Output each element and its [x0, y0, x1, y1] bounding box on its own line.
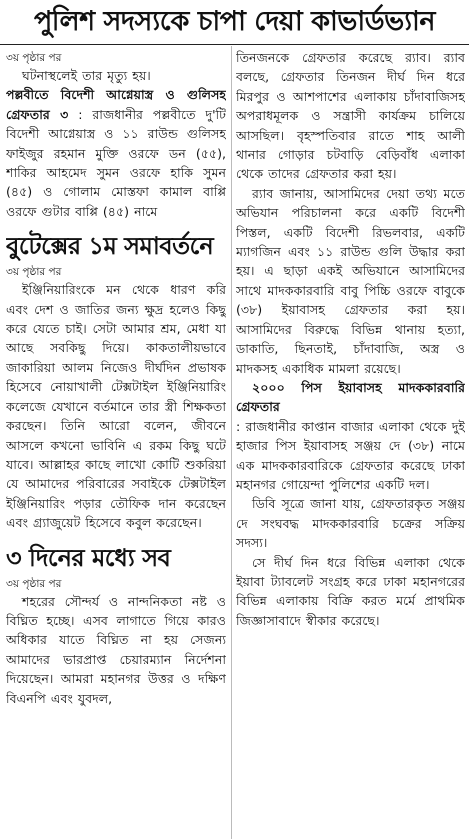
- right-paragraph: তিনজনকে গ্রেফতার করেছে র‍্যাব। র‍্যাব বলছে, গ্রেফতার তিনজন দীর্ঘ দিন ধরে মিরপুর ও আশপাশের এলাকায় চাঁদাবাজিসহ অপরাধমূলক ও সন্ত্রাসী কার্যক্রম চালিয়ে আসছিল। বৃহস্পতিবার রাতে শাহ আলী থানার গোড়ার চটবাড়ি বেড়িবাঁধ এলাকা থেকে তাদের গ্রেফতার করা হয়।: [236, 50, 465, 182]
- continued-note: ৩য় পৃষ্ঠার পর: [6, 577, 62, 590]
- right-subhead: ২০০০ পিস ইয়াবাসহ মাদককারবারি গ্রেফতার: [236, 379, 465, 415]
- page-headline: পুলিশ সদস্যকে চাপা দেয়া কাভার্ডভ্যান: [33, 6, 436, 37]
- continued-note: ৩য় পৃষ্ঠার পর: [6, 266, 62, 279]
- story2-headline: বুটেক্সের ১ম সমাবর্তনে: [6, 232, 214, 261]
- right-paragraph: : রাজধানীর কাপ্তান বাজার এলাকা থেকে দুই হাজার পিস ইয়াবাসহ সঞ্জয় দে (৩৮) নামে এক মাদককারবারিকে গ্রেফতার করেছে ঢাকা মহানগর গোয়েন্দা পুলিশের একটি দল।: [236, 418, 465, 492]
- headline-rule: [0, 44, 469, 45]
- right-paragraph: ডিবি সূত্রে জানা যায়, গ্রেফতারকৃত সঞ্জয় দে সংঘবদ্ধ মাদককারবারি চক্রের সক্রিয় সদস্য।: [236, 496, 465, 551]
- left-column: [6, 48, 226, 708]
- story1-paragraph: ঘটনাস্থলেই তার মৃত্যু হয়।: [22, 68, 151, 83]
- story1-subtext: : রাজধানীর পল্লবীতে দু'টি বিদেশী আগ্নেয়াস্ত্র ও ১১ রাউন্ড গুলিসহ ফাইজুর রহমান মুক্তি ওরফে ডন (৫৫), শাকির আহমেদ সুমন ওরফে হাকি সুমন (৪৫) ও গোলাম মোস্তফা কামাল বাপ্পি ওরফে গুটার বাপ্পি (৪৫) নামে: [6, 106, 226, 219]
- story1-subsection: [6, 85, 226, 221]
- story3-paragraph: শহরের সৌন্দর্য ও নান্দনিকতা নষ্ট ও বিঘ্নিত হচ্ছে। এসব লাগাতে গিয়ে কারও অধিকার যাতে বিঘ্নিত না হয় সেজন্য আমাদের ভারপ্রাপ্ত চেয়ারম্যান নির্দেশনা দিয়েছেন। আমরা মহানগর উত্তর ও দক্ষিণ বিএনপি এবং যুবদল,: [6, 593, 226, 706]
- story3-headline: ৩ দিনের মধ্যে সব: [6, 543, 171, 572]
- right-paragraph: সে দীর্ঘ দিন ধরে বিভিন্ন এলাকা থেকে ইয়াবা ট্যাবলেট সংগ্রহ করে ঢাকা মহানগরের বিভিন্ন এলাকায় বিক্রি করত মর্মে প্রাথমিক জিজ্ঞাসাবাদে স্বীকার করেছে।: [236, 554, 465, 628]
- right-paragraph: র‍্যাব জানায়, আসামিদের দেয়া তথ্য মতে অভিযান পরিচালনা করে একটি বিদেশী পিস্তল, একটি বিদেশী রিভলবার, একটি ম্যাগজিন এবং ১১ রাউন্ড গুলি উদ্ধার করা হয়। এ ছাড়া একই অভিযানে আসামিদের সাথে মাদককারবারি বাবু পিচ্চি ওরফে বাবুকে (৩৮) ইয়াবাসহ গ্রেফতার করা হয়। আসামিদের বিরুদ্ধে বিভিন্ন থানায় হত্যা, ডাকাতি, ছিনতাই, চাঁদাবাজি, অস্ত্র ও মাদকসহ একাধিক মামলা রয়েছে।: [236, 185, 465, 376]
- right-column: [236, 48, 465, 630]
- continued-note: ৩য় পৃষ্ঠার পর: [6, 52, 62, 64]
- story2-paragraph: ইঞ্জিনিয়ারিংকে মন থেকে ধারণ করি এবং দেশ ও জাতির জন্য ক্ষুদ্র হলেও কিছু করে যেতে চাই। সেটা আমার শ্রম, মেধা যা আছে সবকিছু দিয়ে। কাকতালীয়ভাবে জাকারিয়া আলম নিজেও দীর্ঘদিন প্রভাষক হিসেবে নোয়াখালী টেক্সটাইল ইঞ্জিনিয়ারিং কলেজে যেখানে বর্তমানে তার স্ত্রী শিক্ষকতা করছেন। তিনি আরো বলেন, জীবনে আসলে কখনো ভাবিনি এ রকম কিছু ঘটে যাবে। আল্লাহর কাছে লাখো কোটি শুকরিয়া যে আমাদের পরিবারের সবাইকে টেক্সটাইল ইঞ্জিনিয়ারিং পড়ার তৌফিক দান করেছেন এবং গ্র্যাজুয়েট হিসেবে কবুল করেছেন।: [6, 282, 226, 531]
- story1-subhead: পল্লবীতে বিদেশী আগ্নেয়াস্ত্র ও গুলিসহ গ্রেফতার ৩: [6, 87, 226, 122]
- column-divider: [231, 46, 232, 839]
